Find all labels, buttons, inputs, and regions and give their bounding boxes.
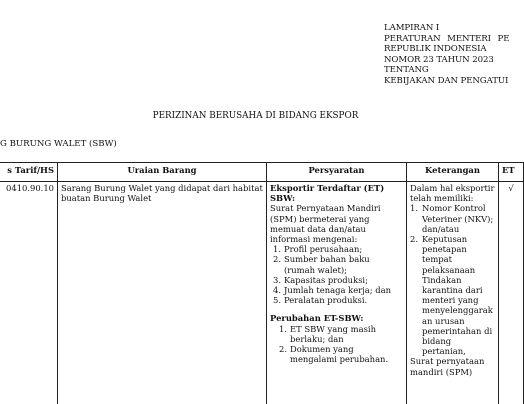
col-header-persyaratan: Persyaratan	[267, 163, 407, 182]
col-header-uraian: Uraian Barang	[58, 163, 267, 182]
col-header-pos-tarif: s Tarif/HS	[0, 163, 58, 182]
table-row	[0, 182, 524, 404]
persyaratan-list-1	[270, 244, 403, 305]
list-item: 5. Peralatan produksi.	[270, 295, 403, 305]
persyaratan-heading-perubahan: Perubahan ET-SBW:	[270, 313, 403, 323]
header-line: REPUBLIK INDONESIA	[384, 44, 509, 55]
header-line: KEBIJAKAN DAN PENGATUI	[384, 76, 509, 87]
lampiran-header	[384, 23, 509, 87]
list-item: 1. ET SBW yang masih berlaku; dan	[276, 324, 403, 344]
cell-persyaratan	[267, 182, 407, 404]
cell-et	[499, 182, 524, 404]
list-item: 1. Profil perusahaan;	[270, 244, 403, 254]
et-checkmark: √	[508, 183, 513, 193]
requirements-table	[0, 162, 524, 404]
persyaratan-intro: Surat Pernyataan Mandiri (SPM) bermeterai yang memuat data dan/atau informasi mengenai:	[270, 203, 403, 244]
list-item: 3. Kapasitas produksi;	[270, 275, 403, 285]
persyaratan-list-2	[270, 324, 403, 365]
keterangan-intro: Dalam hal eksportir telah memiliki:	[410, 183, 495, 203]
section-heading: G BURUNG WALET (SBW)	[0, 139, 117, 150]
pos-tarif-value: 0410.90.10	[6, 183, 54, 193]
header-line: LAMPIRAN I	[384, 23, 509, 34]
document-title: PERIZINAN BERUSAHA DI BIDANG EKSPOR	[0, 111, 511, 122]
header-line: PERATURAN MENTERI PE	[384, 34, 509, 45]
persyaratan-heading-et: Eksportir Terdaftar (ET) SBW:	[270, 183, 403, 203]
table-header-row	[0, 163, 524, 182]
uraian-text: Sarang Burung Walet yang didapat dari habitat buatan Burung Walet	[61, 183, 263, 203]
list-item: 1. Nomor Kontrol Veteriner (NKV); dan/atau	[410, 203, 495, 234]
cell-pos-tarif	[0, 182, 58, 404]
list-item: 4. Jumlah tenaga kerja; dan	[270, 285, 403, 295]
col-header-et: ET	[499, 163, 524, 182]
keterangan-tail: Surat pernyataan mandiri (SPM)	[410, 356, 495, 376]
list-item: 2. Sumber bahan baku (rumah walet);	[270, 254, 403, 274]
header-line: TENTANG	[384, 65, 509, 76]
header-line: NOMOR 23 TAHUN 2023	[384, 55, 509, 66]
cell-keterangan	[407, 182, 499, 404]
col-header-keterangan: Keterangan	[407, 163, 499, 182]
list-item: 2. Keputusan penetapan tempat pelaksanaan Tindakan karantina dari menteri yang menyelenggarak an urusan pemerintahan di bidang pertanian,	[410, 234, 495, 356]
cell-uraian	[58, 182, 267, 404]
list-item: 2. Dokumen yang mengalami perubahan.	[276, 344, 403, 364]
keterangan-list	[410, 203, 495, 356]
